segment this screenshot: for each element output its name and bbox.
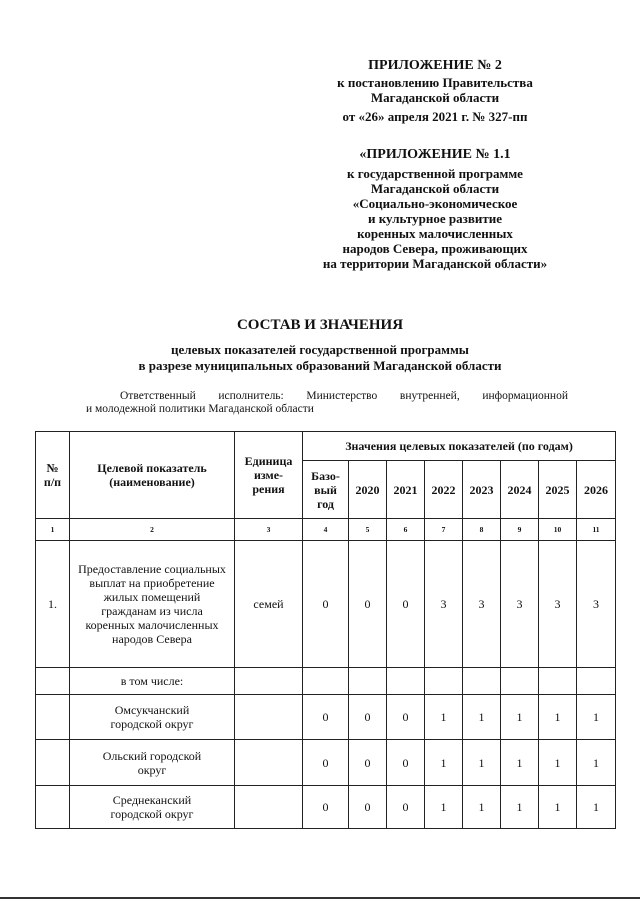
row-value: 1 <box>501 740 539 786</box>
row-value <box>539 668 577 695</box>
row-value: 1 <box>577 740 616 786</box>
column-number: 5 <box>349 519 387 541</box>
row-value: 1 <box>425 695 463 740</box>
appendix-1-1-line: коренных малочисленных <box>357 226 513 241</box>
table-row <box>36 740 616 786</box>
row-indicator-name: Среднеканский городской округ <box>70 786 235 829</box>
header-values-group: Значения целевых показателей (по годам) <box>303 432 616 461</box>
column-number: 10 <box>539 519 577 541</box>
row-value: 3 <box>577 541 616 668</box>
row-unit <box>235 740 303 786</box>
header-num: № п/п <box>36 432 70 519</box>
header-year: 2025 <box>539 461 577 519</box>
responsible-line-1: Ответственный исполнитель: Министерство внутренней, информационной <box>120 390 568 402</box>
row-value <box>501 668 539 695</box>
row-value: 0 <box>303 786 349 829</box>
column-number: 3 <box>235 519 303 541</box>
row-value: 0 <box>303 695 349 740</box>
row-value: 1 <box>501 695 539 740</box>
row-num <box>36 668 70 695</box>
table-row <box>36 668 616 695</box>
table-row <box>36 541 616 668</box>
indicators-table <box>35 431 616 829</box>
row-value: 0 <box>349 541 387 668</box>
row-value: 3 <box>425 541 463 668</box>
appendix-1-1-line: на территории Магаданской области» <box>322 256 548 271</box>
row-value <box>577 668 616 695</box>
header-year: 2024 <box>501 461 539 519</box>
header-year: 2021 <box>387 461 425 519</box>
row-value: 0 <box>387 786 425 829</box>
row-value: 0 <box>349 786 387 829</box>
row-value <box>425 668 463 695</box>
row-unit <box>235 668 303 695</box>
appendix-1-1-block <box>300 147 570 271</box>
row-value: 0 <box>349 695 387 740</box>
column-number: 9 <box>501 519 539 541</box>
header-unit: Единица изме-рения <box>235 432 303 519</box>
column-number: 4 <box>303 519 349 541</box>
page-bottom-divider <box>0 897 640 899</box>
appendix-2-title: ПРИЛОЖЕНИЕ № 2 <box>368 58 502 73</box>
appendix-1-1-line: народов Севера, проживающих <box>342 241 528 256</box>
row-value: 3 <box>463 541 501 668</box>
row-value: 0 <box>387 740 425 786</box>
column-number: 1 <box>36 519 70 541</box>
row-num <box>36 695 70 740</box>
document-subtitle-2: в разрезе муниципальных образований Магаданской области <box>138 358 502 373</box>
column-number-row <box>36 519 616 541</box>
row-num: 1. <box>36 541 70 668</box>
row-value <box>303 668 349 695</box>
appendix-1-1-title: «ПРИЛОЖЕНИЕ № 1.1 <box>359 147 511 162</box>
column-number: 2 <box>70 519 235 541</box>
appendix-1-1-line: к государственной программе <box>347 166 523 181</box>
row-unit <box>235 695 303 740</box>
row-value: 1 <box>539 786 577 829</box>
row-value: 1 <box>425 786 463 829</box>
row-value: 1 <box>463 786 501 829</box>
column-number: 8 <box>463 519 501 541</box>
header-base-year: Базо-вый год <box>303 461 349 519</box>
header-year: 2026 <box>577 461 616 519</box>
row-value: 1 <box>425 740 463 786</box>
row-indicator-name: Предоставление социальных выплат на приобретение жилых помещений гражданам из числа коренных малочисленных народов Севера <box>70 541 235 668</box>
row-value: 1 <box>501 786 539 829</box>
row-value <box>463 668 501 695</box>
row-value: 1 <box>539 695 577 740</box>
row-value: 0 <box>387 695 425 740</box>
row-value <box>349 668 387 695</box>
row-num <box>36 786 70 829</box>
row-value: 3 <box>539 541 577 668</box>
table-row <box>36 695 616 740</box>
row-unit: семей <box>235 541 303 668</box>
responsible-executor <box>86 390 568 416</box>
row-value: 1 <box>539 740 577 786</box>
header-year: 2023 <box>463 461 501 519</box>
table-row <box>36 786 616 829</box>
column-number: 6 <box>387 519 425 541</box>
row-num <box>36 740 70 786</box>
column-number: 7 <box>425 519 463 541</box>
row-value: 1 <box>577 695 616 740</box>
appendix-1-1-line: «Социально-экономическое <box>352 196 518 211</box>
row-value: 1 <box>463 740 501 786</box>
document-title: СОСТАВ И ЗНАЧЕНИЯ <box>236 317 404 333</box>
header-year: 2020 <box>349 461 387 519</box>
row-value: 1 <box>463 695 501 740</box>
row-indicator-name: Омсукчанский городской округ <box>70 695 235 740</box>
responsible-line-2: и молодежной политики Магаданской области <box>86 403 314 415</box>
appendix-2-block <box>300 58 570 124</box>
appendix-1-1-line: Магаданской области <box>370 181 500 196</box>
appendix-2-line: от «26» апреля 2021 г. № 327-пп <box>342 109 528 124</box>
row-indicator-name: в том числе: <box>70 668 235 695</box>
appendix-2-line: к постановлению Правительства <box>337 75 533 90</box>
row-value: 0 <box>303 541 349 668</box>
header-indicator: Целевой показатель (наименование) <box>70 432 235 519</box>
row-value: 0 <box>303 740 349 786</box>
row-value <box>387 668 425 695</box>
row-value: 1 <box>577 786 616 829</box>
row-value: 0 <box>349 740 387 786</box>
column-number: 11 <box>577 519 616 541</box>
row-unit <box>235 786 303 829</box>
appendix-1-1-line: и культурное развитие <box>368 211 502 226</box>
row-value: 3 <box>501 541 539 668</box>
header-year: 2022 <box>425 461 463 519</box>
row-value: 0 <box>387 541 425 668</box>
document-subtitle-1: целевых показателей государственной программы <box>171 342 469 357</box>
appendix-2-line: Магаданской области <box>370 90 500 105</box>
row-indicator-name: Ольский городской округ <box>70 740 235 786</box>
